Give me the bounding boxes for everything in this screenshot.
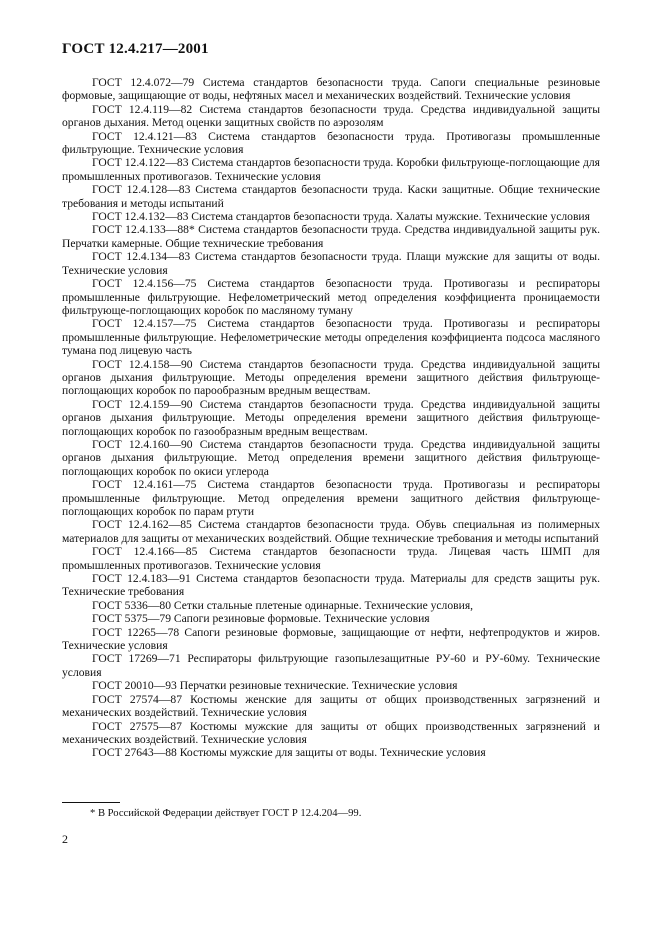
reference-item: ГОСТ 12.4.158—90 Система стандартов безопасности труда. Средства индивидуальной защиты органов дыхания фильтрующие. Методы определения времени защитного действия фильтрующе-поглощающих коробок по парообразным вредным веществам. — [62, 357, 600, 398]
reference-item: ГОСТ 5336—80 Сетки стальные плетеные одинарные. Технические условия, — [92, 598, 474, 612]
reference-item: ГОСТ 17269—71 Респираторы фильтрующие газопылезащитные РУ-60 и РУ-60му. Технические условия — [62, 652, 600, 679]
footnote: * В Российской Федерации действует ГОСТ Р 12.4.204—99. — [90, 808, 362, 819]
reference-item: ГОСТ 12.4.157—75 Система стандартов безопасности труда. Противогазы и респираторы промышленные фильтрующие. Нефелометрические методы определения коэффициента подсоса масляного тумана под лицевую часть — [62, 317, 600, 358]
reference-item: ГОСТ 20010—93 Перчатки резиновые технические. Технические условия — [92, 679, 458, 693]
reference-item: ГОСТ 12.4.072—79 Система стандартов безопасности труда. Сапоги специальные резиновые формовые, защищающие от воды, нефтяных масел и механических воздействий. Технические условия — [62, 76, 600, 103]
page-number: 2 — [62, 832, 68, 846]
document-header: ГОСТ 12.4.217—2001 — [62, 41, 209, 57]
reference-item: ГОСТ 12.4.121—83 Система стандартов безопасности труда. Противогазы промышленные фильтрующие. Технические условия — [62, 129, 600, 157]
reference-item: ГОСТ 27574—87 Костюмы женские для защиты от общих производственных загрязнений и механических воздействий. Технические условия — [62, 692, 600, 720]
reference-item: ГОСТ 5375—79 Сапоги резиновые формовые. Технические условия — [92, 612, 430, 626]
reference-item: ГОСТ 12.4.156—75 Система стандартов безопасности труда. Противогазы и респираторы промышленные фильтрующие. Нефелометрический метод определения коэффициента проницаемости фильтрующе-поглощающих коробок по масляному туману — [62, 277, 600, 317]
reference-item: ГОСТ 12265—78 Сапоги резиновые формовые, защищающие от нефти, нефтепродуктов и жиров. Технические условия — [62, 625, 600, 653]
reference-item: ГОСТ 12.4.166—85 Система стандартов безопасности труда. Лицевая часть ШМП для промышленных противогазов. Технические условия — [62, 545, 600, 572]
reference-item: ГОСТ 12.4.159—90 Система стандартов безопасности труда. Средства индивидуальной защиты органов дыхания фильтрующие. Методы определения времени защитного действия фильтрующе-поглощающих коробок по газообразным вредным веществам. — [62, 397, 600, 438]
reference-item: ГОСТ 12.4.133—88* Система стандартов безопасности труда. Средства индивидуальной защиты рук. Перчатки камерные. Общие технические требования — [62, 223, 600, 250]
reference-item: ГОСТ 12.4.160—90 Система стандартов безопасности труда. Средства индивидуальной защиты органов дыхания фильтрующие. Метод определения времени защитного действия фильтрующе-поглощающих коробок по окиси углерода — [62, 437, 600, 478]
reference-item: ГОСТ 27575—87 Костюмы мужские для защиты от общих производственных загрязнений и механических воздействий. Технические условия — [62, 719, 600, 746]
reference-item: ГОСТ 12.4.132—83 Система стандартов безопасности труда. Халаты мужские. Технические условия — [92, 210, 590, 224]
reference-item: ГОСТ 12.4.119—82 Система стандартов безопасности труда. Средства индивидуальной защиты органов дыхания. Метод оценки защитных свойств по аэрозолям — [62, 102, 600, 130]
reference-item: ГОСТ 27643—88 Костюмы мужские для защиты от воды. Технические условия — [92, 746, 486, 760]
reference-item: ГОСТ 12.4.161—75 Система стандартов безопасности труда. Противогазы и респираторы промышленные фильтрующие. Метод определения времени защитного действия фильтрующе-поглощающих коробок по парам ртути — [62, 478, 600, 518]
reference-item: ГОСТ 12.4.183—91 Система стандартов безопасности труда. Материалы для средств защиты рук. Технические требования — [62, 572, 600, 599]
reference-item: ГОСТ 12.4.134—83 Система стандартов безопасности труда. Плащи мужские для защиты от воды. Технические условия — [62, 250, 600, 277]
reference-item: ГОСТ 12.4.162—85 Система стандартов безопасности труда. Обувь специальная из полимерных материалов для защиты от механических воздействий. Общие технические требования и методы испытаний — [62, 518, 600, 545]
reference-item: ГОСТ 12.4.122—83 Система стандартов безопасности труда. Коробки фильтрующе-поглощающие для промышленных противогазов. Технические условия — [62, 156, 600, 183]
reference-list — [62, 76, 600, 760]
footnote-divider — [62, 802, 120, 803]
reference-item: ГОСТ 12.4.128—83 Система стандартов безопасности труда. Каски защитные. Общие технические требования и методы испытаний — [62, 183, 600, 210]
